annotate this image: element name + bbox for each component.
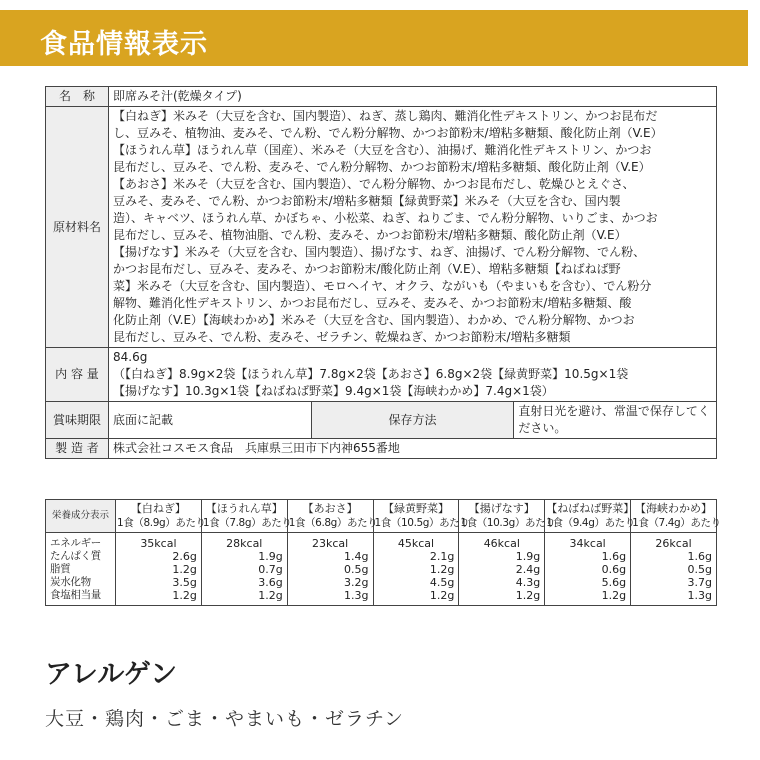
nutrition-row-salt [46,589,717,606]
column-name: 【緑黄野菜】 [382,502,449,515]
nutrition-cell: 0.5g [631,563,717,576]
maker-label: 製 造 者 [46,439,109,459]
info-row-materials [46,107,717,348]
materials-line: かつお昆布だし、豆みそ、麦みそ、かつお節粉末/酸化防止剤（V.E）、増粘多糖類【ねばねば野 [113,262,621,276]
nutrition-row-carbohydrate [46,576,717,589]
row-label: 炭水化物 [46,576,116,589]
info-row-name [46,87,717,107]
column-serving: 1食（7.8g）あたり [202,517,292,529]
nutrition-cell: 0.7g [201,563,287,576]
allergen-heading: アレルゲン [45,659,178,690]
nutrition-cell: 35kcal [116,533,202,551]
content-line: 【揚げなす】10.3g×1袋【ねばねば野菜】9.4g×1袋【海峡わかめ】7.4g×1袋） [113,384,554,398]
nutrition-cell: 1.9g [459,550,545,563]
content-value [109,348,717,402]
materials-line: し、豆みそ、植物油、麦みそ、でん粉、でん粉分解物、かつお節粉末/増粘多糖類、酸化防止剤（V.E） [113,126,663,140]
column-name: 【白ねぎ】 [130,502,186,515]
nutrition-cell: 1.2g [116,563,202,576]
nutrition-cell: 0.6g [545,563,631,576]
column-name: 【海峡わかめ】 [635,502,713,515]
allergen-list: 大豆・鶏肉・ごま・やまいも・ゼラチン [45,708,405,730]
nutrition-cell: 1.2g [459,589,545,606]
nutrition-cell: 45kcal [373,533,459,551]
column-serving: 1食（10.3g）あたり [460,517,556,529]
column-serving: 1食（9.4g）あたり [546,517,635,529]
column-name: 【あおさ】 [302,502,358,515]
row-label: たんぱく質 [46,550,116,563]
materials-line: 【揚げなす】米みそ（大豆を含む、国内製造）、揚げなす、ねぎ、油揚げ、でん粉分解物、でん粉、 [113,245,646,259]
materials-line: 菜】米みそ（大豆を含む、国内製造）、モロヘイヤ、オクラ、ながいも（やまいもを含む）、でん粉分 [113,279,652,293]
nutrition-cell: 3.7g [631,576,717,589]
nutrition-col-header [116,500,206,533]
materials-line: 化防止剤（V.E）【海峡わかめ】米みそ（大豆を含む、国内製造）、わかめ、でん粉分解物、かつお [113,313,635,327]
nutrition-cell: 1.2g [373,589,459,606]
info-row-content [46,348,717,402]
nutrition-cell: 1.2g [116,589,202,606]
materials-value [109,107,717,348]
nutrition-cell: 3.6g [201,576,287,589]
content-line: 84.6g [113,350,148,364]
content-label: 内 容 量 [46,348,109,402]
materials-line: 【白ねぎ】米みそ（大豆を含む、国内製造）、ねぎ、蒸し鶏肉、難消化性デキストリン、かつお昆布だ [113,109,658,123]
nutrition-cell: 1.3g [631,589,717,606]
info-row-expiry [46,402,717,439]
nutrition-col-header [545,500,635,533]
nutrition-col-header [459,500,556,533]
nutrition-cell: 28kcal [201,533,287,551]
row-label: 食塩相当量 [46,589,116,606]
storage-label: 保存方法 [311,402,514,439]
nutrition-cell: 3.2g [287,576,373,589]
nutrition-cell: 4.3g [459,576,545,589]
materials-line: 豆みそ、麦みそ、でん粉、かつお節粉末/増粘多糖類【緑黄野菜】米みそ（大豆を含む、国内製 [113,194,621,208]
nutrition-cell: 0.5g [287,563,373,576]
column-serving: 1食（8.9g）あたり [117,517,206,529]
name-label: 名 称 [46,87,109,107]
storage-value: 直射日光を避け、常温で保存してください。 [514,402,717,439]
expiry-value: 底面に記載 [109,402,312,439]
column-name: 【ほうれん草】 [205,502,283,515]
materials-line: 造）、キャベツ、ほうれん草、かぼちゃ、小松菜、ねぎ、ねりごま、でん粉分解物、いりごま、かつお [113,211,658,225]
food-info-table [45,86,717,459]
page-title: 食品情報表示 [40,29,208,60]
nutrition-corner-label: 栄養成分表示 [46,500,116,533]
nutrition-cell: 5.6g [545,576,631,589]
expiry-label: 賞味期限 [46,402,109,439]
nutrition-header-row [46,500,717,533]
nutrition-col-header [287,500,378,533]
materials-line: 【ほうれん草】ほうれん草（国産）、米みそ（大豆を含む）、油揚げ、難消化性デキストリン、かつお [113,143,652,157]
materials-line: 【あおさ】米みそ（大豆を含む、国内製造）、でん粉分解物、かつお昆布だし、乾燥ひとえぐさ、 [113,177,635,191]
nutrition-cell: 34kcal [545,533,631,551]
info-row-maker [46,439,717,459]
materials-line: 昆布だし、豆みそ、植物油脂、でん粉、麦みそ、かつお節粉末/増粘多糖類、酸化防止剤（V.E） [113,228,627,242]
column-serving: 1食（7.4g）あたり [632,517,721,529]
nutrition-cell: 2.4g [459,563,545,576]
nutrition-cell: 46kcal [459,533,545,551]
nutrition-row-fat [46,563,717,576]
content-line: （【白ねぎ】8.9g×2袋【ほうれん草】7.8g×2袋【あおさ】6.8g×2袋【緑黄野菜】10.5g×1袋 [113,367,629,381]
nutrition-cell: 1.2g [373,563,459,576]
column-serving: 1食（10.5g）あたり [374,517,470,529]
maker-value: 株式会社コスモス食品 兵庫県三田市下内神655番地 [109,439,717,459]
nutrition-cell: 1.6g [545,550,631,563]
nutrition-cell: 3.5g [116,576,202,589]
nutrition-col-header [201,500,292,533]
column-name: 【揚げなす】 [468,502,535,515]
materials-line: 昆布だし、豆みそ、でん粉、麦みそ、ゼラチン、乾燥ねぎ、かつお節粉末/増粘多糖類 [113,330,571,344]
materials-line: 解物、難消化性デキストリン、かつお昆布だし、豆みそ、麦みそ、かつお節粉末/増粘多糖類、酸 [113,296,632,310]
nutrition-cell: 26kcal [631,533,717,551]
nutrition-cell: 1.2g [201,589,287,606]
nutrition-col-header [631,500,721,533]
nutrition-cell: 2.6g [116,550,202,563]
materials-label: 原材料名 [46,107,109,348]
nutrition-cell: 1.3g [287,589,373,606]
header-banner [0,10,748,66]
name-value: 即席みそ汁(乾燥タイプ) [109,87,717,107]
nutrition-cell: 1.6g [631,550,717,563]
nutrition-cell: 1.9g [201,550,287,563]
materials-line: 昆布だし、豆みそ、でん粉、麦みそ、でん粉分解物、かつお節粉末/増粘多糖類、酸化防止剤（V.E） [113,160,651,174]
nutrition-cell: 1.2g [545,589,631,606]
column-name: 【ねばねば野菜】 [546,502,635,515]
row-label: エネルギー [46,533,116,551]
column-serving: 1食（6.8g）あたり [288,517,378,529]
nutrition-cell: 1.4g [287,550,373,563]
nutrition-cell: 23kcal [287,533,373,551]
nutrition-cell: 4.5g [373,576,459,589]
nutrition-row-energy [46,533,717,551]
nutrition-cell: 2.1g [373,550,459,563]
nutrition-col-header [373,500,470,533]
nutrition-table [45,499,721,606]
row-label: 脂質 [46,563,116,576]
nutrition-row-protein [46,550,717,563]
